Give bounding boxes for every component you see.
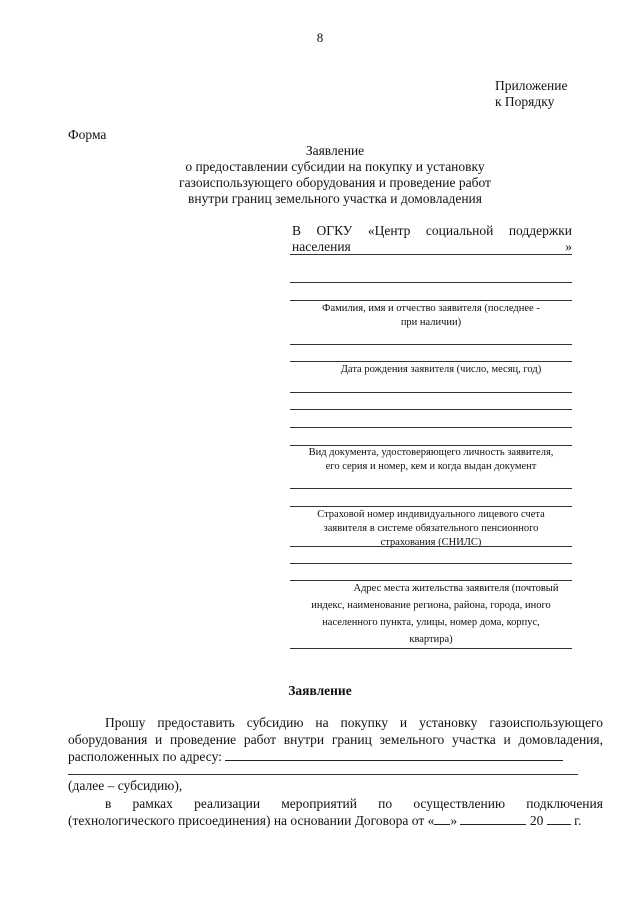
address-field-line[interactable] — [290, 546, 572, 547]
title-line-3: газоиспользующего оборудования и проведение работ — [179, 175, 491, 190]
id-document-field-line[interactable] — [290, 427, 572, 428]
fio-field-line[interactable] — [290, 282, 572, 283]
p2-word: осуществлению — [413, 796, 506, 811]
title-line-2: о предоставлении субсидии на покупку и установку — [185, 159, 485, 174]
title-line-4: внутри границ земельного участка и домовладения — [188, 191, 482, 206]
address-field-line[interactable] — [290, 563, 572, 564]
recipient-org-suffix: населения — [292, 239, 351, 254]
recipient-line-1 — [292, 223, 572, 239]
id-document-field-line[interactable] — [290, 409, 572, 410]
p2-word: реализации — [194, 796, 261, 811]
caption-line: индекс, наименование региона, района, города, иного — [311, 600, 551, 611]
caption-line: заявителя в системе обязательного пенсионного — [323, 523, 539, 534]
statement-paragraph-1-line-2 — [68, 731, 603, 748]
form-label: Форма — [68, 127, 107, 142]
birth-date-field-line[interactable] — [290, 344, 572, 345]
caption-line: Адрес места жительства заявителя (почтовый — [353, 583, 559, 594]
snils-field-line[interactable] — [290, 488, 572, 489]
fio-field-line[interactable] — [290, 300, 572, 301]
caption-line: при наличии) — [400, 317, 462, 328]
subsidy-note: (далее – субсидию), — [68, 778, 183, 793]
justified-line — [105, 714, 603, 731]
recipient-close-quote: » — [565, 239, 572, 254]
statement-paragraph-1-line-1 — [68, 714, 603, 731]
title-line-1: Заявление — [305, 143, 365, 158]
p2-word: в — [105, 796, 112, 811]
id-document-field-line[interactable] — [290, 392, 572, 393]
address-continuation-line[interactable] — [68, 774, 578, 775]
contract-year-suffix: г. — [574, 813, 582, 828]
recipient-word: социальной — [425, 223, 494, 238]
snils-caption — [290, 508, 572, 550]
appendix-note — [495, 78, 567, 110]
p1-address-prefix: расположенных по адресу: — [68, 749, 222, 764]
document-title — [100, 143, 570, 207]
birth-date-caption — [300, 363, 582, 377]
statement-paragraph-1-line-3 — [68, 748, 603, 765]
contract-month-blank[interactable] — [460, 812, 526, 825]
id-document-caption — [290, 446, 572, 474]
contract-quote: » — [450, 813, 458, 828]
fio-caption — [290, 302, 572, 330]
caption-line: страхования (СНИЛС) — [380, 537, 482, 548]
address-field-line[interactable] — [290, 648, 572, 649]
recipient-block — [292, 223, 572, 255]
statement-paragraph-1-after — [68, 777, 603, 794]
p2-word: мероприятий — [281, 796, 358, 811]
statement-heading: Заявление — [288, 683, 352, 698]
contract-prefix: (технологического присоединения) на основании Договора от « — [68, 813, 435, 828]
p1-line2-text: оборудования и проведение работ внутри границ земельного участка и домовладения, — [68, 732, 603, 747]
caption-line: Дата рождения заявителя (число, месяц, год) — [340, 364, 542, 375]
statement-paragraph-2-line-1 — [68, 795, 603, 812]
caption-line: его серия и номер, кем и когда выдан документ — [325, 461, 537, 472]
recipient-line-2 — [292, 239, 572, 255]
page-number: 8 — [316, 30, 324, 45]
recipient-word: ОГКУ — [316, 223, 353, 238]
p2-word: рамках — [132, 796, 173, 811]
caption-line: квартира) — [409, 634, 453, 645]
recipient-underline — [290, 254, 572, 255]
birth-date-field-line[interactable] — [290, 361, 572, 362]
contract-year-blank[interactable] — [547, 812, 571, 825]
contract-year-prefix: 20 — [529, 813, 544, 828]
recipient-word: поддержки — [508, 223, 572, 238]
justified-line — [105, 795, 603, 812]
statement-paragraph-2-line-2 — [68, 812, 603, 829]
caption-line: Страховой номер индивидуального лицевого счета — [317, 509, 545, 520]
p1-line1-text: Прошу предоставить субсидию на покупку и установку газоиспользующего — [105, 715, 603, 730]
p2-word: по — [378, 796, 393, 811]
recipient-word: В — [292, 223, 302, 238]
caption-line: Фамилия, имя и отчество заявителя (последнее - — [322, 303, 540, 314]
p2-word: подключения — [526, 796, 603, 811]
address-caption — [290, 580, 572, 648]
contract-day-blank[interactable] — [434, 812, 450, 825]
address-blank[interactable] — [225, 748, 563, 761]
appendix-line-1: Приложение — [495, 78, 568, 93]
caption-line: Вид документа, удостоверяющего личность заявителя, — [308, 447, 554, 458]
appendix-line-2: к Порядку — [495, 94, 555, 109]
caption-line: населенного пункта, улицы, номер дома, корпус, — [322, 617, 540, 628]
snils-field-line[interactable] — [290, 506, 572, 507]
recipient-word: «Центр — [367, 223, 411, 238]
